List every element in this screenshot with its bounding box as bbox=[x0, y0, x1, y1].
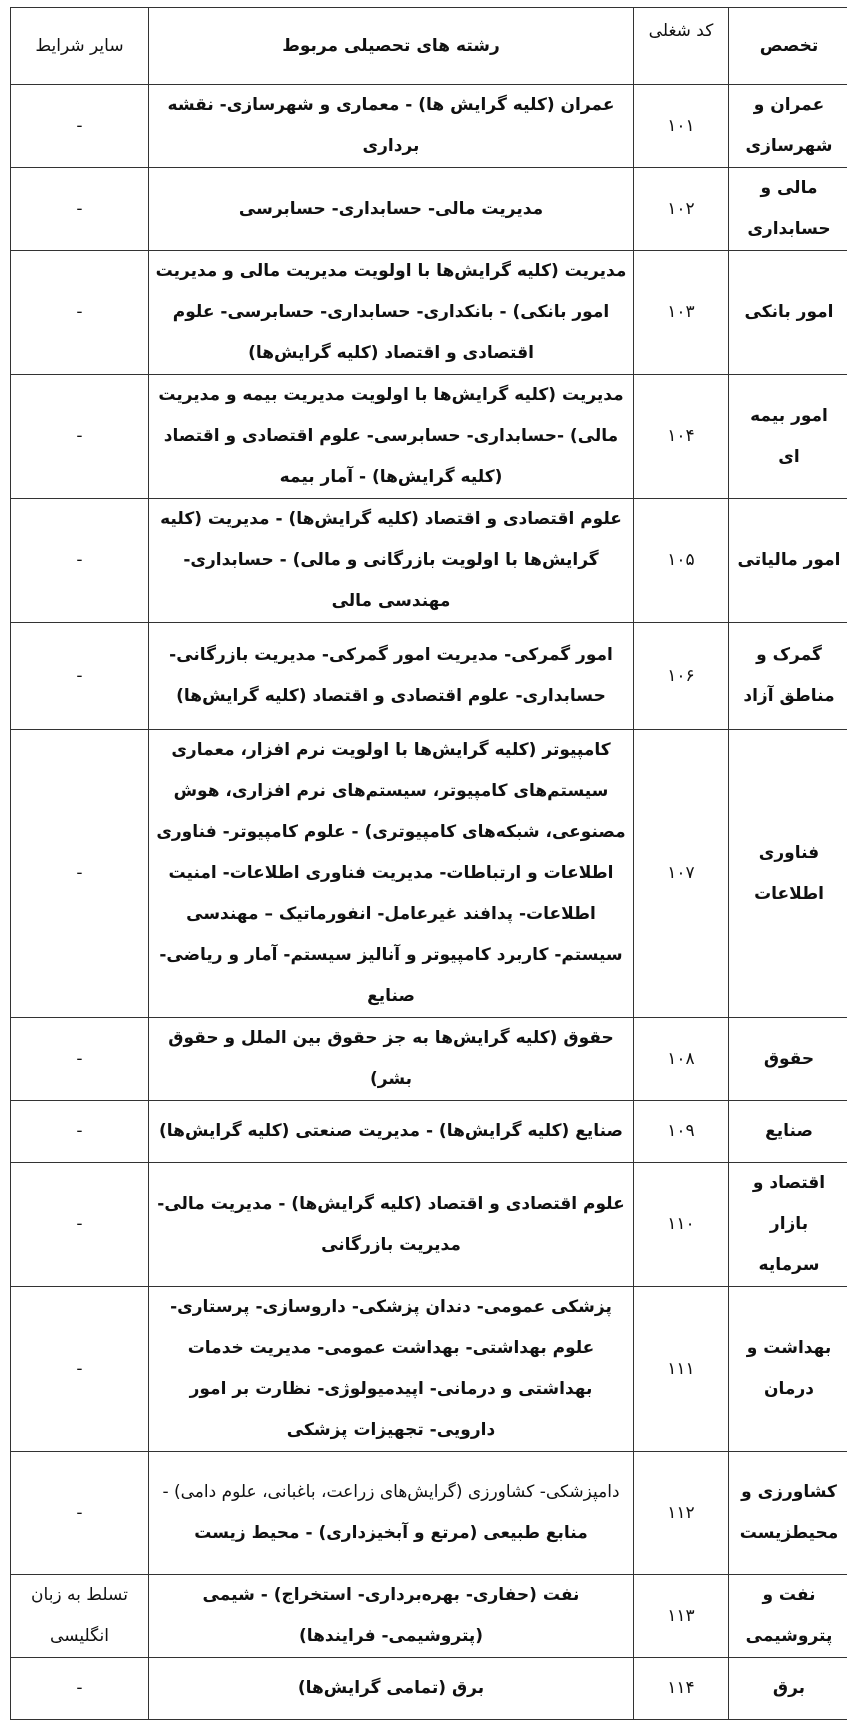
cell-related-fields bbox=[149, 1452, 634, 1575]
table-row bbox=[11, 1658, 847, 1720]
cell-other-conditions: - bbox=[11, 1658, 149, 1720]
cell-job-code: ۱۰۶ bbox=[634, 623, 729, 730]
cell-job-code: ۱۰۸ bbox=[634, 1018, 729, 1101]
table-row bbox=[11, 168, 847, 251]
cell-other-conditions: - bbox=[11, 1452, 149, 1575]
header-specialty: تخصص bbox=[729, 8, 847, 85]
cell-related-fields: عمران (کلیه گرایش ها) - معماری و شهرسازی- نقشه برداری bbox=[149, 85, 634, 168]
cell-specialty: نفت و پتروشیمی bbox=[729, 1575, 847, 1658]
cell-job-code: ۱۱۳ bbox=[634, 1575, 729, 1658]
cell-specialty: صنایع bbox=[729, 1101, 847, 1163]
cell-job-code: ۱۱۱ bbox=[634, 1287, 729, 1452]
cell-job-code: ۱۰۷ bbox=[634, 730, 729, 1018]
table-row bbox=[11, 623, 847, 730]
fields-light-text: دامپزشکی- کشاورزی (گرایش‌های زراعت، باغبانی، علوم دامی) - bbox=[162, 1482, 619, 1502]
cell-job-code: ۱۰۹ bbox=[634, 1101, 729, 1163]
cell-related-fields: صنایع (کلیه گرایش‌ها) - مدیریت صنعتی (کلیه گرایش‌ها) bbox=[149, 1101, 634, 1163]
cell-specialty: امور بانکی bbox=[729, 251, 847, 375]
cell-job-code: ۱۱۲ bbox=[634, 1452, 729, 1575]
cell-job-code: ۱۰۳ bbox=[634, 251, 729, 375]
table-row bbox=[11, 1287, 847, 1452]
cell-job-code: ۱۱۰ bbox=[634, 1163, 729, 1287]
cell-other-conditions: - bbox=[11, 1018, 149, 1101]
cell-other-conditions: - bbox=[11, 623, 149, 730]
table-row bbox=[11, 730, 847, 1018]
cell-other-conditions: - bbox=[11, 375, 149, 499]
cell-other-conditions: - bbox=[11, 1287, 149, 1452]
cell-specialty: کشاورزی و محیطزیست bbox=[729, 1452, 847, 1575]
cell-related-fields: علوم اقتصادی و اقتصاد (کلیه گرایش‌ها) - مدیریت (کلیه گرایش‌ها با اولویت بازرگانی و مالی) - حسابداری- مهندسی مالی bbox=[149, 499, 634, 623]
cell-job-code: ۱۰۵ bbox=[634, 499, 729, 623]
cell-related-fields: نفت (حفاری- بهره‌برداری- استخراج) - شیمی (پتروشیمی- فرایندها) bbox=[149, 1575, 634, 1658]
cell-job-code: ۱۰۲ bbox=[634, 168, 729, 251]
cell-related-fields: حقوق (کلیه گرایش‌ها به جز حقوق بین الملل و حقوق بشر) bbox=[149, 1018, 634, 1101]
cell-related-fields: مدیریت (کلیه گرایش‌ها با اولویت مدیریت بیمه و مدیریت مالی) -حسابداری- حسابرسی- علوم اقتصادی و اقتصاد (کلیه گرایش‌ها) - آمار بیمه bbox=[149, 375, 634, 499]
table-row bbox=[11, 251, 847, 375]
cell-specialty: حقوق bbox=[729, 1018, 847, 1101]
cell-other-conditions: - bbox=[11, 85, 149, 168]
cell-specialty: بهداشت و درمان bbox=[729, 1287, 847, 1452]
cell-specialty: گمرک و مناطق آزاد bbox=[729, 623, 847, 730]
table-row bbox=[11, 499, 847, 623]
cell-related-fields: امور گمرکی- مدیریت امور گمرکی- مدیریت بازرگانی- حسابداری- علوم اقتصادی و اقتصاد (کلیه گرایش‌ها) bbox=[149, 623, 634, 730]
table-header-row bbox=[11, 8, 847, 85]
table-row bbox=[11, 375, 847, 499]
cell-other-conditions: - bbox=[11, 499, 149, 623]
cell-related-fields: علوم اقتصادی و اقتصاد (کلیه گرایش‌ها) - مدیریت مالی- مدیریت بازرگانی bbox=[149, 1163, 634, 1287]
cell-other-conditions: تسلط به زبان انگلیسی bbox=[11, 1575, 149, 1658]
cell-specialty: عمران و شهرسازی bbox=[729, 85, 847, 168]
cell-other-conditions: - bbox=[11, 730, 149, 1018]
table-row bbox=[11, 1452, 847, 1575]
cell-other-conditions: - bbox=[11, 1163, 149, 1287]
cell-specialty: امور بیمه ای bbox=[729, 375, 847, 499]
header-related-fields: رشته های تحصیلی مربوط bbox=[149, 8, 634, 85]
table-row bbox=[11, 1018, 847, 1101]
cell-specialty: امور مالیاتی bbox=[729, 499, 847, 623]
cell-related-fields: برق (تمامی گرایش‌ها) bbox=[149, 1658, 634, 1720]
cell-other-conditions: - bbox=[11, 251, 149, 375]
header-job-code: کد شغلی bbox=[634, 8, 729, 85]
fields-bold-text: منابع طبیعی (مرتع و آبخیزداری) - محیط زیست bbox=[194, 1523, 588, 1543]
cell-related-fields: مدیریت (کلیه گرایش‌ها با اولویت مدیریت مالی و مدیریت امور بانکی) - بانکداری- حسابداری- حسابرسی- علوم اقتصادی و اقتصاد (کلیه گرایش‌ها) bbox=[149, 251, 634, 375]
cell-related-fields: پزشکی عمومی- دندان پزشکی- داروسازی- پرستاری- علوم بهداشتی- بهداشت عمومی- مدیریت خدمات بهداشتی و درمانی- اپیدمیولوژی- نظارت بر امور دارویی- تجهیزات پزشکی bbox=[149, 1287, 634, 1452]
cell-specialty: برق bbox=[729, 1658, 847, 1720]
cell-job-code: ۱۰۴ bbox=[634, 375, 729, 499]
cell-specialty: اقتصاد و بازار سرمایه bbox=[729, 1163, 847, 1287]
cell-specialty: فناوری اطلاعات bbox=[729, 730, 847, 1018]
cell-job-code: ۱۰۱ bbox=[634, 85, 729, 168]
cell-other-conditions: - bbox=[11, 1101, 149, 1163]
cell-specialty: مالی و حسابداری bbox=[729, 168, 847, 251]
header-other-conditions: سایر شرایط bbox=[11, 8, 149, 85]
cell-related-fields: کامپیوتر (کلیه گرایش‌ها با اولویت نرم افزار، معماری سیستم‌های کامپیوتر، سیستم‌های نرم افزاری، هوش مصنوعی، شبکه‌های کامپیوتری) - علوم کامپیوتر- فناوری اطلاعات و ارتباطات- مدیریت فناوری اطلاعات- امنیت اطلاعات- پدافند غیرعامل- انفورماتیک – مهندسی سیستم- کاربرد کامپیوتر و آنالیز سیستم- آمار و ریاضی- صنایع bbox=[149, 730, 634, 1018]
cell-other-conditions: - bbox=[11, 168, 149, 251]
table-row bbox=[11, 1163, 847, 1287]
cell-related-fields: مدیریت مالی- حسابداری- حسابرسی bbox=[149, 168, 634, 251]
table-row bbox=[11, 85, 847, 168]
table-row bbox=[11, 1575, 847, 1658]
cell-job-code: ۱۱۴ bbox=[634, 1658, 729, 1720]
job-codes-table bbox=[10, 7, 847, 1720]
table-row bbox=[11, 1101, 847, 1163]
